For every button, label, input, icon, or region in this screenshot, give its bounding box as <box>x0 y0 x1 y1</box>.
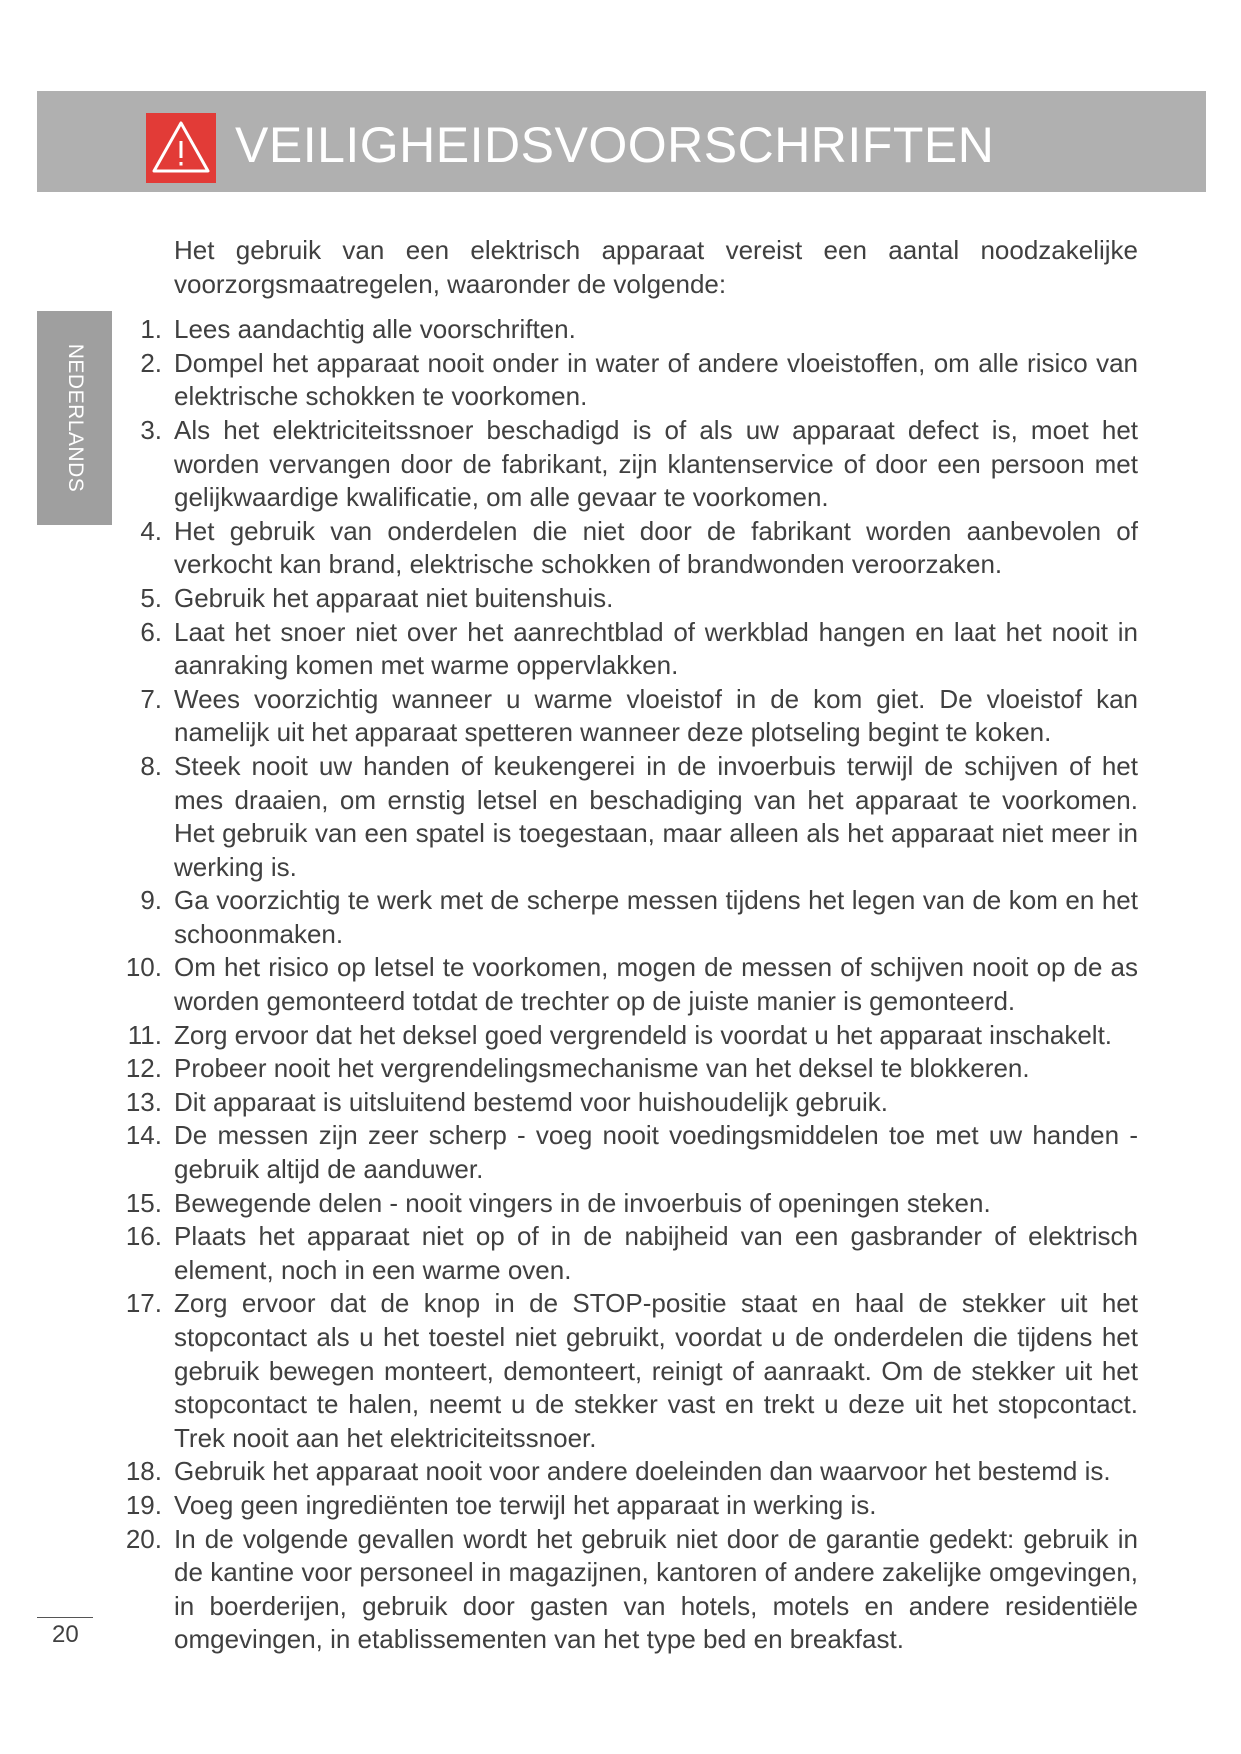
rule-text: Het gebruik van onderdelen die niet door de fabrikant worden aanbevolen of verkocht kan brand, elektrische schokken of brandwonden veroorzaken. <box>174 515 1138 580</box>
rule-number: 6. <box>140 616 162 647</box>
rule-text: In de volgende gevallen wordt het gebruik niet door de garantie gedekt: gebruik in de kantine voor personeel in magazijnen, kantoren of andere zakelijke omgevingen, in boerderijen, gebruik door gasten van hotels, motels en andere residentiële omgevingen, in etablissementen van het type bed en breakfast. <box>174 1523 1138 1655</box>
rule-text: Als het elektriciteitssnoer beschadigd is of als uw apparaat defect is, moet het worden vervangen door de fabrikant, zijn klantenservice of door een persoon met gelijkwaardige kwalificatie, om alle gevaar te voorkomen. <box>174 414 1138 513</box>
rule-number: 18. <box>125 1456 162 1487</box>
rule-text: Probeer nooit het vergrendelingsmechanisme van het deksel te blokkeren. <box>174 1053 1030 1084</box>
language-tab-label: NEDERLANDS <box>63 343 87 493</box>
safety-content <box>120 234 1138 1657</box>
safety-rule <box>120 1220 1138 1287</box>
rule-number: 10. <box>125 952 162 983</box>
safety-rule <box>120 1187 1138 1221</box>
rule-text: Zorg ervoor dat de knop in de STOP-positie staat en haal de stekker uit het stopcontact als u het toestel niet gebruikt, voordat u de onderdelen die tijdens het gebruik bewegen monteert, demonteert, reinigt of aanraakt. Om de stekker uit het stopcontact te halen, neemt u de stekker vast en trekt u deze uit het stopcontact. Trek nooit aan het elektriciteitssnoer. <box>174 1288 1138 1453</box>
rule-text: Dit apparaat is uitsluitend bestemd voor huishoudelijk gebruik. <box>174 1086 888 1117</box>
rule-number: 9. <box>140 885 162 916</box>
safety-rule <box>120 313 1138 347</box>
safety-rule <box>120 1489 1138 1523</box>
rule-text: Zorg ervoor dat het deksel goed vergrendeld is voordat u het apparaat inschakelt. <box>174 1019 1113 1050</box>
safety-rule <box>120 951 1138 1018</box>
safety-rule <box>120 1052 1138 1086</box>
page-title: VEILIGHEIDSVOORSCHRIFTEN <box>235 117 995 173</box>
rule-number: 17. <box>125 1288 162 1319</box>
rule-number: 16. <box>125 1221 162 1252</box>
rule-number: 20. <box>125 1523 162 1554</box>
rule-text: Wees voorzichtig wanneer u warme vloeistof in de kom giet. De vloeistof kan namelijk uit het apparaat spetteren wanneer deze plotseling begint te koken. <box>174 683 1138 748</box>
rule-text: De messen zijn zeer scherp - voeg nooit voedingsmiddelen toe met uw handen - gebruik altijd de aanduwer. <box>174 1120 1138 1185</box>
safety-rules-list <box>120 313 1138 1657</box>
safety-rule <box>120 414 1138 515</box>
rule-text: Ga voorzichtig te werk met de scherpe messen tijdens het legen van de kom en het schoonmaken. <box>174 885 1138 949</box>
safety-rule <box>120 1086 1138 1120</box>
rule-number: 15. <box>125 1187 162 1218</box>
safety-rule <box>120 1455 1138 1489</box>
safety-rule <box>120 1119 1138 1186</box>
safety-rule <box>120 582 1138 616</box>
rule-number: 14. <box>125 1120 162 1151</box>
page-number: 20 <box>52 1621 79 1648</box>
rule-number: 11. <box>127 1019 162 1050</box>
rule-number: 4. <box>140 515 162 546</box>
rule-text: Bewegende delen - nooit vingers in de invoerbuis of openingen steken. <box>174 1187 991 1218</box>
rule-text: Gebruik het apparaat niet buitenshuis. <box>174 582 614 613</box>
rule-number: 2. <box>140 347 162 378</box>
intro-paragraph: Het gebruik van een elektrisch apparaat vereist een aantal noodzakelijke voorzorgsmaatregelen, waaronder de volgende: <box>174 235 1138 299</box>
rule-text: Voeg geen ingrediënten toe terwijl het apparaat in werking is. <box>174 1489 877 1520</box>
safety-rule <box>120 1287 1138 1455</box>
rule-text: Dompel het apparaat nooit onder in water of andere vloeistoffen, om alle risico van elektrische schokken te voorkomen. <box>174 347 1138 412</box>
safety-rule <box>120 616 1138 683</box>
rule-number: 3. <box>140 414 162 445</box>
safety-rule <box>120 750 1138 884</box>
rule-number: 1. <box>140 314 162 345</box>
safety-rule <box>120 515 1138 582</box>
rule-text: Laat het snoer niet over het aanrechtblad of werkblad hangen en laat het nooit in aanraking komen met warme oppervlakken. <box>174 616 1138 681</box>
safety-rule <box>120 884 1138 951</box>
page-number-divider <box>37 1617 93 1618</box>
rule-number: 13. <box>125 1086 162 1117</box>
language-tab <box>37 311 112 525</box>
rule-text: Gebruik het apparaat nooit voor andere doeleinden dan waarvoor het bestemd is. <box>174 1456 1111 1487</box>
safety-rule <box>120 347 1138 414</box>
rule-number: 8. <box>140 750 162 781</box>
rule-number: 12. <box>125 1053 162 1084</box>
rule-number: 5. <box>140 582 162 613</box>
rule-text: Plaats het apparaat niet op of in de nabijheid van een gasbrander of elektrisch element, noch in een warme oven. <box>174 1221 1138 1285</box>
safety-rule <box>120 1019 1138 1053</box>
rule-number: 7. <box>140 683 162 714</box>
rule-text: Om het risico op letsel te voorkomen, mogen de messen of schijven nooit op de as worden gemonteerd totdat de trechter op de juiste manier is gemonteerd. <box>174 952 1138 1017</box>
safety-rule <box>120 683 1138 750</box>
rule-text: Steek nooit uw handen of keukengerei in de invoerbuis terwijl de schijven of het mes draaien, om ernstig letsel en beschadiging van het apparaat te voorkomen. Het gebruik van een spatel is toegestaan, maar alleen als het apparaat niet meer in werking is. <box>174 750 1138 882</box>
rule-number: 19. <box>125 1489 162 1520</box>
warning-triangle-icon <box>146 113 216 183</box>
rule-text: Lees aandachtig alle voorschriften. <box>174 314 576 345</box>
safety-rule <box>120 1523 1138 1657</box>
